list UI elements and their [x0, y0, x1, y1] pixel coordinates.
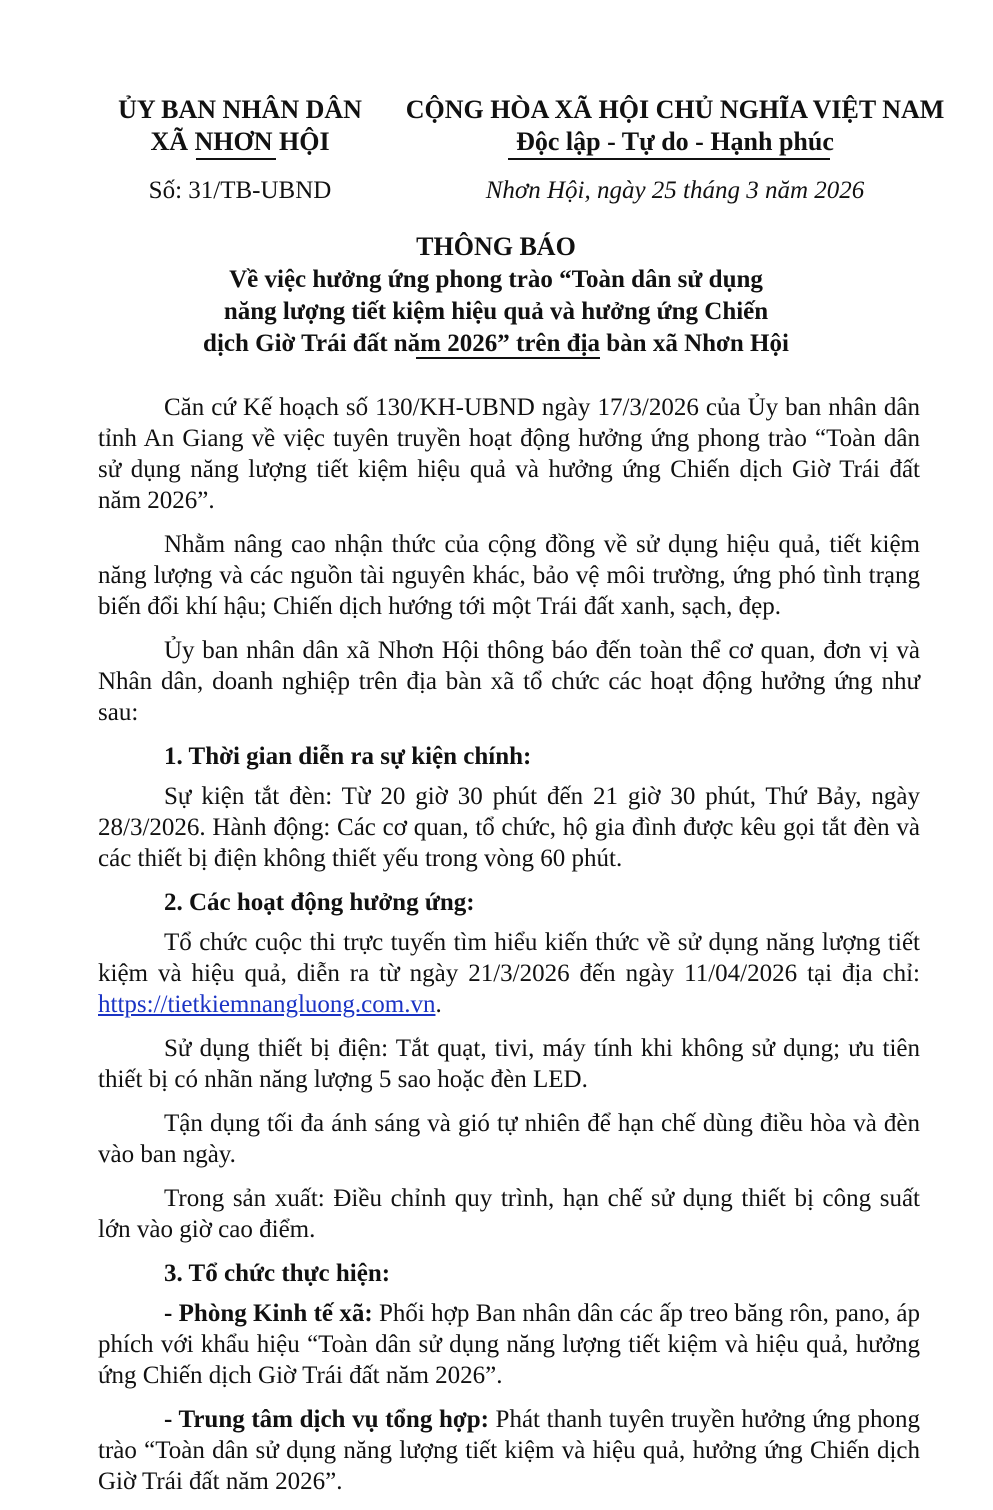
paragraph-online-contest — [98, 927, 920, 1020]
contest-end: . — [435, 991, 442, 1018]
service-center-text: Phát thanh tuyên truyền hưởng ứng phong trào “Toàn dân sử dụng năng lượng tiết kiệm và hiệu quả, hưởng ứng Chiến dịch Giờ Trái đất năm 2026”. — [98, 1406, 920, 1495]
document-number: Số: 31/TB-UBND — [148, 177, 332, 204]
notice-subject-line3: dịch Giờ Trái đất năm 2026” trên địa bàn xã Nhơn Hội — [203, 330, 789, 357]
economic-office-text: Phối hợp Ban nhân dân các ấp treo băng rôn, pano, áp phích với khẩu hiệu “Toàn dân sử dụng năng lượng tiết kiệm và hiệu quả, hưởng ứng Chiến dịch Giờ Trái đất năm 2026”. — [98, 1300, 920, 1389]
section-heading-1: 1. Thời gian diễn ra sự kiện chính: — [164, 743, 532, 770]
contest-link[interactable]: https://tietkiemnangluong.com.vn — [98, 991, 436, 1018]
paragraph-service-center — [98, 1404, 920, 1497]
section-heading-3: 3. Tổ chức thực hiện: — [164, 1260, 391, 1287]
economic-office-label: - Phòng Kinh tế xã: — [164, 1300, 373, 1327]
paragraph-purpose: Nhằm nâng cao nhận thức của cộng đồng về sử dụng hiệu quả, tiết kiệm năng lượng và các nguồn tài nguyên khác, bảo vệ môi trường, ứng phó tình trạng biến đổi khí hậu; Chiến dịch hướng tới một Trái đất xanh, sạch, đẹp. — [98, 531, 920, 620]
issuing-authority-line2: XÃ NHƠN HỘI — [150, 127, 330, 156]
paragraph-electric-devices: Sử dụng thiết bị điện: Tắt quạt, tivi, máy tính khi không sử dụng; ưu tiên thiết bị có nhãn năng lượng 5 sao hoặc đèn LED. — [98, 1035, 920, 1093]
authority-underline — [196, 158, 276, 160]
paragraph-event-time: Sự kiện tắt đèn: Từ 20 giờ 30 phút đến 21 giờ 30 phút, Thứ Bảy, ngày 28/3/2026. Hành động: Các cơ quan, tổ chức, hộ gia đình được kêu gọi tắt đèn và các thiết bị điện không thiết yếu trong vòng 60 phút. — [98, 783, 920, 872]
national-title: CỘNG HÒA XÃ HỘI CHỦ NGHĨA VIỆT NAM — [405, 95, 945, 124]
motto-underline — [508, 158, 830, 160]
document-body — [98, 392, 920, 1510]
notice-subject-line2: năng lượng tiết kiệm hiệu quả và hưởng ứng Chiến — [223, 298, 769, 325]
national-motto: Độc lập - Tự do - Hạnh phúc — [516, 127, 834, 156]
notice-title: THÔNG BÁO — [416, 232, 576, 261]
place-date: Nhơn Hội, ngày 25 tháng 3 năm 2026 — [485, 177, 865, 204]
issuing-authority-line1: ỦY BAN NHÂN DÂN — [118, 95, 362, 124]
title-underline — [416, 357, 600, 359]
paragraph-announcement: Ủy ban nhân dân xã Nhơn Hội thông báo đến toàn thể cơ quan, đơn vị và Nhân dân, doanh nghiệp trên địa bàn xã tổ chức các hoạt động hưởng ứng như sau: — [98, 637, 920, 726]
paragraph-legal-basis: Căn cứ Kế hoạch số 130/KH-UBND ngày 17/3/2026 của Ủy ban nhân dân tỉnh An Giang về việc tuyên truyền hoạt động hưởng ứng phong trào “Toàn dân sử dụng năng lượng tiết kiệm hiệu quả và hưởng ứng Chiến dịch Giờ Trái đất năm 2026”. — [98, 394, 920, 514]
section-heading-2: 2. Các hoạt động hưởng ứng: — [164, 889, 475, 916]
service-center-label: - Trung tâm dịch vụ tổng hợp: — [164, 1406, 489, 1433]
contest-text: Tổ chức cuộc thi trực tuyến tìm hiểu kiến thức về sử dụng năng lượng tiết kiệm và hiệu quả, diễn ra từ ngày 21/3/2026 đến ngày 11/04/2026 tại địa chỉ: — [98, 929, 920, 987]
paragraph-economic-office — [98, 1298, 920, 1391]
paragraph-production: Trong sản xuất: Điều chỉnh quy trình, hạn chế sử dụng thiết bị công suất lớn vào giờ cao điểm. — [98, 1185, 920, 1243]
notice-title-block — [96, 230, 896, 360]
paragraph-natural-light: Tận dụng tối đa ánh sáng và gió tự nhiên để hạn chế dùng điều hòa và đèn vào ban ngày. — [98, 1110, 920, 1168]
notice-subject-line1: Về việc hưởng ứng phong trào “Toàn dân sử dụng — [229, 266, 763, 293]
